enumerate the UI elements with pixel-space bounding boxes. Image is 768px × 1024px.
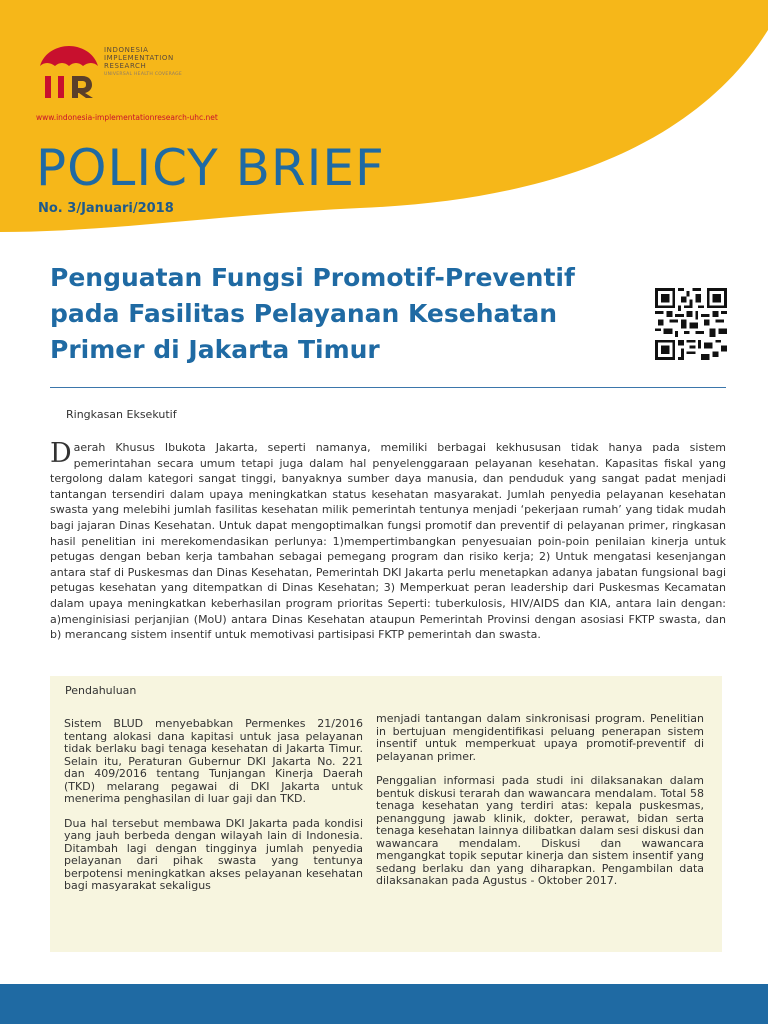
org-tagline: UNIVERSAL HEALTH COVERAGE bbox=[104, 71, 183, 77]
introduction-box bbox=[50, 676, 722, 952]
org-line-3: RESEARCH bbox=[104, 62, 147, 71]
organization-logo bbox=[36, 46, 236, 106]
qr-code-icon[interactable] bbox=[654, 288, 728, 360]
intro-paragraph: Dua hal tersebut membawa DKI Jakarta pada kondisi yang jauh berbeda dengan wilayah lain di Indonesia. Ditambah lagi dengan tingginya jumlah penyedia pelayanan dari pihak swasta yang tentunya berpotensi meningkatkan akses pelayanan kesehatan bagi masyarakat sekaligus bbox=[64, 816, 363, 892]
introduction-left-column bbox=[64, 718, 363, 905]
org-line-1: INDONESIA bbox=[104, 46, 149, 54]
introduction-heading: Pendahuluan bbox=[65, 684, 137, 697]
introduction-right-column bbox=[376, 713, 704, 900]
summary-body: aerah Khusus Ibukota Jakarta, seperti namanya, memiliki berbagai kekhususan tidak hanya pada sistem pemerintahan secara umum tetapi juga dalam hal penyelenggaraan pelayanan kesehatan. Kapasitas fiskal yang tergolong dalam kategori sangat tinggi, banyaknya sumber daya manusia, dan penduduk yang sangat padat menjadi tantangan tersendiri dalam upaya meningkatkan status kesehatan masyarakat. Jumlah penyedia pelayanan kesehatan swasta yang melebihi jumlah fasilitas kesehatan milik pemerintah tentunya menjadi ‘pekerjaan rumah’ yang tidak mudah bagi jajaran Dinas Kesehatan. Untuk dapat mengoptimalkan fungsi promotif dan preventif di pelayanan primer, ringkasan hasil penelitian ini merekomendasikan perlunya: 1)mempertimbangkan penyesuaian poin-poin penilaian kinerja untuk petugas dengan beban kerja tambahan sebagai pemegang program dan risiko kerja; 2) Untuk mengatasi kesenjangan antara staf di Puskesmas dan Dinas Kesehatan, Pemerintah DKI Jakarta perlu menetapkan adanya jabatan fungsional bagi petugas kesehatan yang ditempatkan di Dinas Kesehatan; 3) Memperkuat peran leadership dari Puskesmas Kecamatan dalam upaya meningkatkan keberhasilan program prioritas Seperti: tuberkulosis, HIV/AIDS dan KIA, antara lain dengan: a)menginisiasi perjanjian (MoU) antara Dinas Kesehatan ataupun Pemerintah Provinsi dengan asosiasi FKTP swasta, dan b) merancang sistem insentif untuk memotivasi partisipasi FKTP pemerintah dan swasta. bbox=[50, 441, 726, 642]
umbrella-logo-icon bbox=[36, 46, 102, 104]
footer-bar bbox=[0, 984, 768, 1024]
intro-paragraph: Penggalian informasi pada studi ini dilaksanakan dalam bentuk diskusi terarah dan wawancara mendalam. Total 58 tenaga kesehatan yang terdiri atas: kepala puskesmas, penanggung jawab klinik, dokter, perawat, bidan serta tenaga kesehatan lainnya dilibatkan dalam sesi diskusi dan wawancara mendalam. Diskusi dan wawancara mengangkat topik seputar kinerja dan sistem insentif yang sedang berlaku dan yang diharapkan. Pengambilan data dilaksanakan pada Agustus - Oktober 2017. bbox=[376, 774, 704, 887]
organization-name bbox=[104, 46, 224, 79]
header-background bbox=[0, 0, 768, 260]
policy-brief-heading: POLICY BRIEF bbox=[36, 139, 385, 197]
executive-summary-text bbox=[50, 440, 726, 643]
org-line-2: IMPLEMENTATION bbox=[104, 54, 174, 63]
intro-paragraph: Sistem BLUD menyebabkan Permenkes 21/2016 tentang alokasi dana kapitasi untuk jasa pelayanan tidak berlaku bagi tenaga kesehatan di Jakarta Timur. Selain itu, Peraturan Gubernur DKI Jakarta No. 221 dan 409/2016 tentang Tunjangan Kinerja Daerah (TKD) melarang pegawai di DKI Jakarta untuk menerima penghasilan di luar gaji dan TKD. bbox=[64, 717, 363, 805]
issue-number: No. 3/Januari/2018 bbox=[38, 201, 174, 216]
executive-summary-heading: Ringkasan Eksekutif bbox=[66, 408, 177, 421]
intro-paragraph: menjadi tantangan dalam sinkronisasi program. Penelitian in bertujuan mengidentifikasi peluang penerapan sistem insentif untuk memperkuat upaya promotif-preventif di pelayanan primer. bbox=[376, 712, 704, 763]
title-divider bbox=[50, 387, 726, 388]
drop-cap: D bbox=[50, 438, 72, 469]
document-title: Penguatan Fungsi Promotif-Preventif pada Fasilitas Pelayanan Kesehatan Primer di Jakarta Timur bbox=[50, 263, 575, 364]
website-link[interactable]: www.indonesia-implementationresearch-uhc.net bbox=[36, 113, 218, 122]
